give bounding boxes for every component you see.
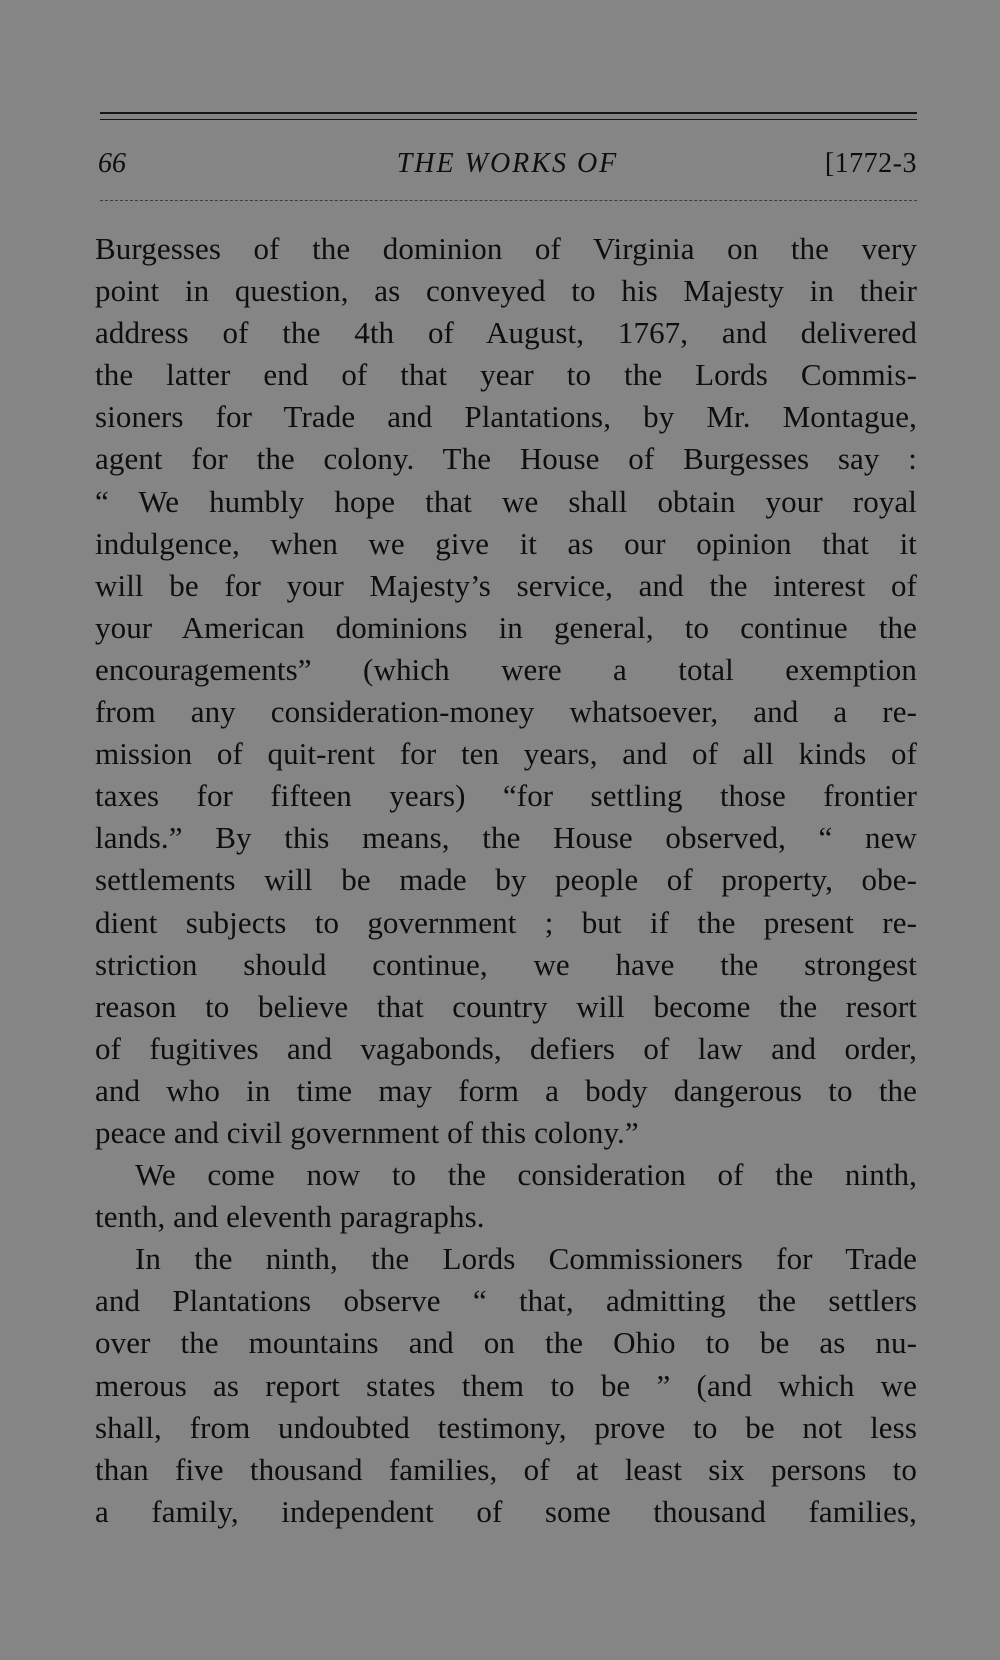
text-line: “ We humbly hope that we shall obtain your royal [95, 483, 917, 519]
text-line: will be for your Majesty’s service, and the interest of [95, 567, 917, 603]
date-range: [1772-3 [824, 148, 917, 179]
text-line: taxes for fifteen years) “for settling those frontier [95, 778, 917, 814]
header-rule-thin [100, 119, 917, 120]
text-line: dient subjects to government ; but if the present re- [95, 904, 917, 940]
text-line: agent for the colony. The House of Burgesses say : [95, 441, 917, 477]
text-line: point in question, as conveyed to his Majesty in their [95, 273, 917, 309]
text-line: a family, independent of some thousand families, [95, 1493, 917, 1529]
text-line: and Plantations observe “ that, admitting the settlers [95, 1283, 917, 1319]
text-line: tenth, and eleventh paragraphs. [95, 1199, 485, 1235]
text-line: peace and civil government of this colony.” [95, 1114, 639, 1150]
text-line: sioners for Trade and Plantations, by Mr. Montague, [95, 399, 917, 435]
text-line: lands.” By this means, the House observed, “ new [95, 820, 917, 856]
text-line: Burgesses of the dominion of Virginia on the very [95, 231, 917, 266]
text-line: We come now to the consideration of the ninth, [135, 1157, 917, 1193]
running-header [98, 148, 917, 188]
text-line: indulgence, when we give it as our opinion that it [95, 525, 917, 561]
text-line: settlements will be made by people of property, obe- [95, 862, 917, 898]
text-line: reason to believe that country will become the resort [95, 988, 917, 1024]
text-line: over the mountains and on the Ohio to be as nu- [95, 1325, 917, 1361]
text-line: of fugitives and vagabonds, defiers of law and order, [95, 1030, 917, 1066]
text-line: shall, from undoubted testimony, prove to be not less [95, 1409, 917, 1445]
header-underline [100, 200, 917, 201]
text-line: striction should continue, we have the strongest [95, 946, 917, 982]
running-title: THE WORKS OF [396, 148, 619, 179]
text-line: from any consideration-money whatsoever, and a re- [95, 694, 917, 730]
page-number: 66 [98, 148, 126, 179]
text-line: encouragements” (which were a total exemption [95, 651, 917, 687]
text-line: than five thousand families, of at least six persons to [95, 1451, 917, 1487]
body-text [95, 228, 917, 1533]
text-line: address of the 4th of August, 1767, and delivered [95, 315, 917, 351]
text-line: In the ninth, the Lords Commissioners for Trade [135, 1241, 917, 1277]
text-line: mission of quit-rent for ten years, and of all kinds of [95, 736, 917, 772]
text-line: your American dominions in general, to continue the [95, 609, 917, 645]
text-line: and who in time may form a body dangerous to the [95, 1072, 917, 1108]
text-line: merous as report states them to be ” (and which we [95, 1367, 917, 1403]
text-line: the latter end of that year to the Lords Commis- [95, 357, 917, 393]
header-rule-thick [100, 112, 917, 114]
